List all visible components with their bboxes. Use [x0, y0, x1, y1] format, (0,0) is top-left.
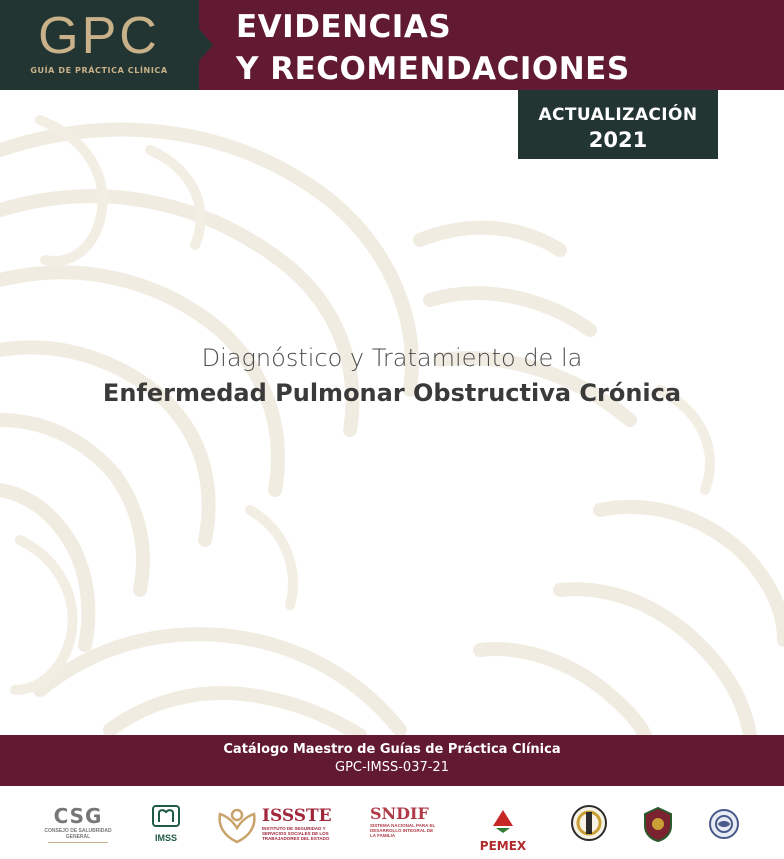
catalog-band: [0, 735, 784, 786]
update-badge: [518, 90, 718, 159]
document-title-line2: Enfermedad Pulmonar Obstructiva Crónica: [102, 379, 682, 407]
csg-logo-subtitle: CONSEJO DE SALUBRIDAD GENERAL: [44, 828, 112, 840]
issste-logo-name: ISSSTE: [262, 806, 332, 826]
sndif-logo: [370, 804, 440, 838]
csg-underline: [48, 842, 108, 843]
csg-logo-name: CSG: [53, 804, 103, 828]
army-seal-icon: [643, 806, 673, 847]
catalog-name: Catálogo Maestro de Guías de Práctica Clínica: [223, 742, 561, 757]
institution-logos: [0, 786, 784, 859]
imss-emblem-icon: [151, 804, 181, 828]
navy-seal-icon: [570, 804, 608, 847]
update-badge-label: ACTUALIZACIÓN: [538, 105, 698, 125]
logo-notch-shape: [199, 29, 213, 61]
csg-logo: [38, 804, 118, 843]
sndif-logo-subtitle: SISTEMA NACIONAL PARA EL DESARROLLO INTEGRAL DE LA FAMILIA: [370, 823, 436, 838]
imss-logo-name: IMSS: [154, 833, 177, 843]
pemex-logo: [470, 808, 536, 853]
header-title: [236, 6, 630, 90]
gpc-logo-text: GPC: [38, 7, 160, 65]
imss-logo: [148, 804, 184, 843]
issste-logo-subtitle: INSTITUTO DE SEGURIDAD Y SERVICIOS SOCIALES DE LOS TRABAJADORES DEL ESTADO: [262, 826, 330, 841]
federal-seal-icon: [708, 808, 740, 845]
header-title-line1: EVIDENCIAS: [236, 9, 452, 45]
catalog-code: GPC-IMSS-037-21: [335, 760, 449, 775]
header-title-line2: Y RECOMENDACIONES: [236, 51, 630, 87]
sndif-logo-name: SNDIF: [370, 804, 429, 823]
update-badge-year: 2021: [588, 128, 648, 152]
document-title-line1: Diagnóstico y Tratamiento de la: [201, 344, 583, 372]
issste-emblem-icon: [216, 806, 258, 844]
pemex-eagle-icon: [490, 808, 516, 834]
header-banner: [0, 0, 784, 90]
document-title: [0, 340, 784, 410]
pemex-logo-name: PEMEX: [479, 839, 527, 853]
eagle-watermark-icon: [0, 90, 784, 735]
gpc-logo-subtitle: GUÍA DE PRÁCTICA CLÍNICA: [30, 66, 168, 75]
gpc-logo: [0, 0, 199, 90]
